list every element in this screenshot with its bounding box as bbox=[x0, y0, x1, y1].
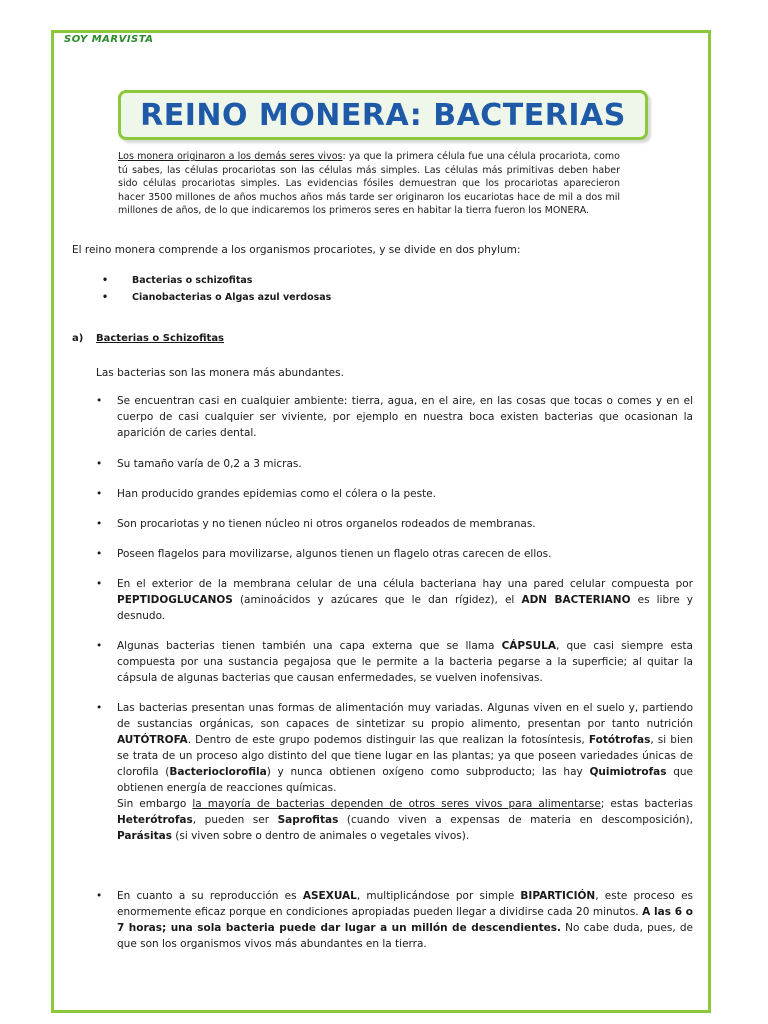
underlined-phrase: la mayoría de bacterias dependen de otros seres vivos para alimentarse bbox=[192, 798, 601, 810]
term-heterotrofas: Heterótrofas bbox=[117, 814, 193, 826]
text: (aminoácidos y azúcares que le dan rígidez), el bbox=[232, 594, 522, 606]
term-adn-bacteriano: ADN BACTERIANO bbox=[521, 594, 631, 606]
text: que obtienen energía de reacciones químicas. bbox=[117, 766, 693, 794]
bullet-habitat: • Se encuentran casi en cualquier ambiente: tierra, agua, en el aire, en las cosas que tocas o comes y en el cuerpo de casi cualquier ser viviente, por ejemplo en nuestra boca existen bacterias que ocasionan la aparición de caries dental. bbox=[96, 393, 693, 441]
term-bacterioclorofila: Bacterioclorofila bbox=[169, 766, 267, 778]
text: En el exterior de la membrana celular de una célula bacteriana hay una pared celular compuesta por bbox=[117, 578, 693, 590]
text: Las bacterias presentan unas formas de alimentación muy variadas. Algunas viven en el suelo y, partiendo de sustancias orgánicas, son capaces de sintetizar su propio alimento, presentan por tanto nutrición bbox=[117, 702, 693, 730]
bullet-procariotas: • Son procariotas y no tienen núcleo ni otros organelos rodeados de membranas. bbox=[96, 516, 693, 532]
text: (cuando viven a expensas de materia en descomposición), bbox=[338, 814, 693, 826]
term-capsula: CÁPSULA bbox=[501, 640, 556, 652]
phylum-item: • Cianobacterias o Algas azul verdosas bbox=[96, 289, 331, 306]
bullet-epidemics: • Han producido grandes epidemias como el cólera o la peste. bbox=[96, 486, 693, 502]
text: Sin embargo bbox=[117, 798, 193, 810]
phylum-list bbox=[96, 272, 331, 306]
text: No cabe duda, pues, de que son los organismos vivos más abundantes en la tierra. bbox=[117, 922, 693, 950]
term-quimiotrofas: Quimiotrofas bbox=[589, 766, 667, 778]
division-text: El reino monera comprende a los organismos procariotes, y se divide en dos phylum: bbox=[72, 244, 521, 256]
section-title: Bacterias o Schizofitas bbox=[96, 333, 225, 344]
abundance-text: Las bacterias son las monera más abundantes. bbox=[96, 367, 344, 379]
term-biparticion: BIPARTICIÓN bbox=[520, 890, 596, 902]
title-box bbox=[118, 90, 648, 140]
term-saprofitas: Saprofitas bbox=[277, 814, 339, 826]
term-autotrofa: AUTÓTROFA bbox=[117, 734, 188, 746]
bullet-capsule bbox=[96, 638, 693, 686]
highlight-sentence: A las 6 o 7 horas; una sola bacteria puede dar lugar a un millón de descendientes. bbox=[117, 906, 693, 934]
text: Algunas bacterias tienen también una capa externa que se llama bbox=[117, 640, 502, 652]
intro-lead: Los monera originaron a los demás seres vivos bbox=[118, 151, 343, 162]
bullet-flagella: • Poseen flagelos para movilizarse, algunos tienen un flagelo otras carecen de ellos. bbox=[96, 546, 693, 562]
term-parasitas: Parásitas bbox=[117, 830, 172, 842]
text: , multiplicándose por simple bbox=[356, 890, 521, 902]
phylum-item: • Bacterias o schizofitas bbox=[96, 272, 331, 289]
text: . Dentro de este grupo podemos distinguir las que realizan la fotosíntesis, bbox=[187, 734, 589, 746]
bullet-nutrition bbox=[96, 700, 693, 844]
term-peptidoglucanos: PEPTIDOGLUCANOS bbox=[117, 594, 233, 606]
section-marker: a) bbox=[72, 333, 84, 344]
bullet-list bbox=[96, 393, 693, 952]
text: , que casi siempre esta compuesta por una sustancia pegajosa que le permite a la bacteria pegarse a la superficie; al quitar la cápsula de algunas bacterias que causan enfermedades, se vuelven inofensivas. bbox=[117, 640, 693, 684]
intro-paragraph bbox=[118, 150, 620, 218]
bullet-wall bbox=[96, 576, 693, 624]
text: (si viven sobre o dentro de animales o vegetales vivos). bbox=[171, 830, 470, 842]
page-title: REINO MONERA: BACTERIAS bbox=[140, 97, 626, 133]
text: En cuanto a su reproducción es bbox=[117, 890, 303, 902]
term-fototrofas: Fotótrofas bbox=[588, 734, 651, 746]
bullet-size: • Su tamaño varía de 0,2 a 3 micras. bbox=[96, 456, 693, 472]
bullet-reproduction bbox=[96, 888, 693, 952]
intro-rest: : ya que la primera célula fue una célula procariota, como tú sabes, las células procariotas son las células más simples. Las células más primitivas deben haber sido células procariotas simples. Las evidencias fósiles demuestran que los procariotas aparecieron hacer 3500 millones de años muchos años más tarde ser originaron los eucariotas hace de mil a dos mil millones de años, de lo que indicaremos los primeros seres en habitar la tierra fueron los MONERA. bbox=[118, 151, 620, 217]
term-asexual: ASEXUAL bbox=[302, 890, 357, 902]
text: es libre y desnudo. bbox=[117, 594, 693, 622]
text: , pueden ser bbox=[192, 814, 278, 826]
text: ) y nunca obtienen oxígeno como subproducto; las hay bbox=[266, 766, 590, 778]
text: , este proceso es enormemente eficaz porque en condiciones apropiadas pueden llegar a dividirse cada 20 minutos. bbox=[117, 890, 693, 918]
text: ; estas bacterias bbox=[600, 798, 693, 810]
section-heading bbox=[72, 333, 224, 344]
text: , si bien se trata de un proceso algo distinto del que tiene lugar en las plantas; ya que poseen variedades únicas de clorofila ( bbox=[117, 734, 693, 778]
header-label: SOY MARVISTA bbox=[64, 34, 154, 45]
